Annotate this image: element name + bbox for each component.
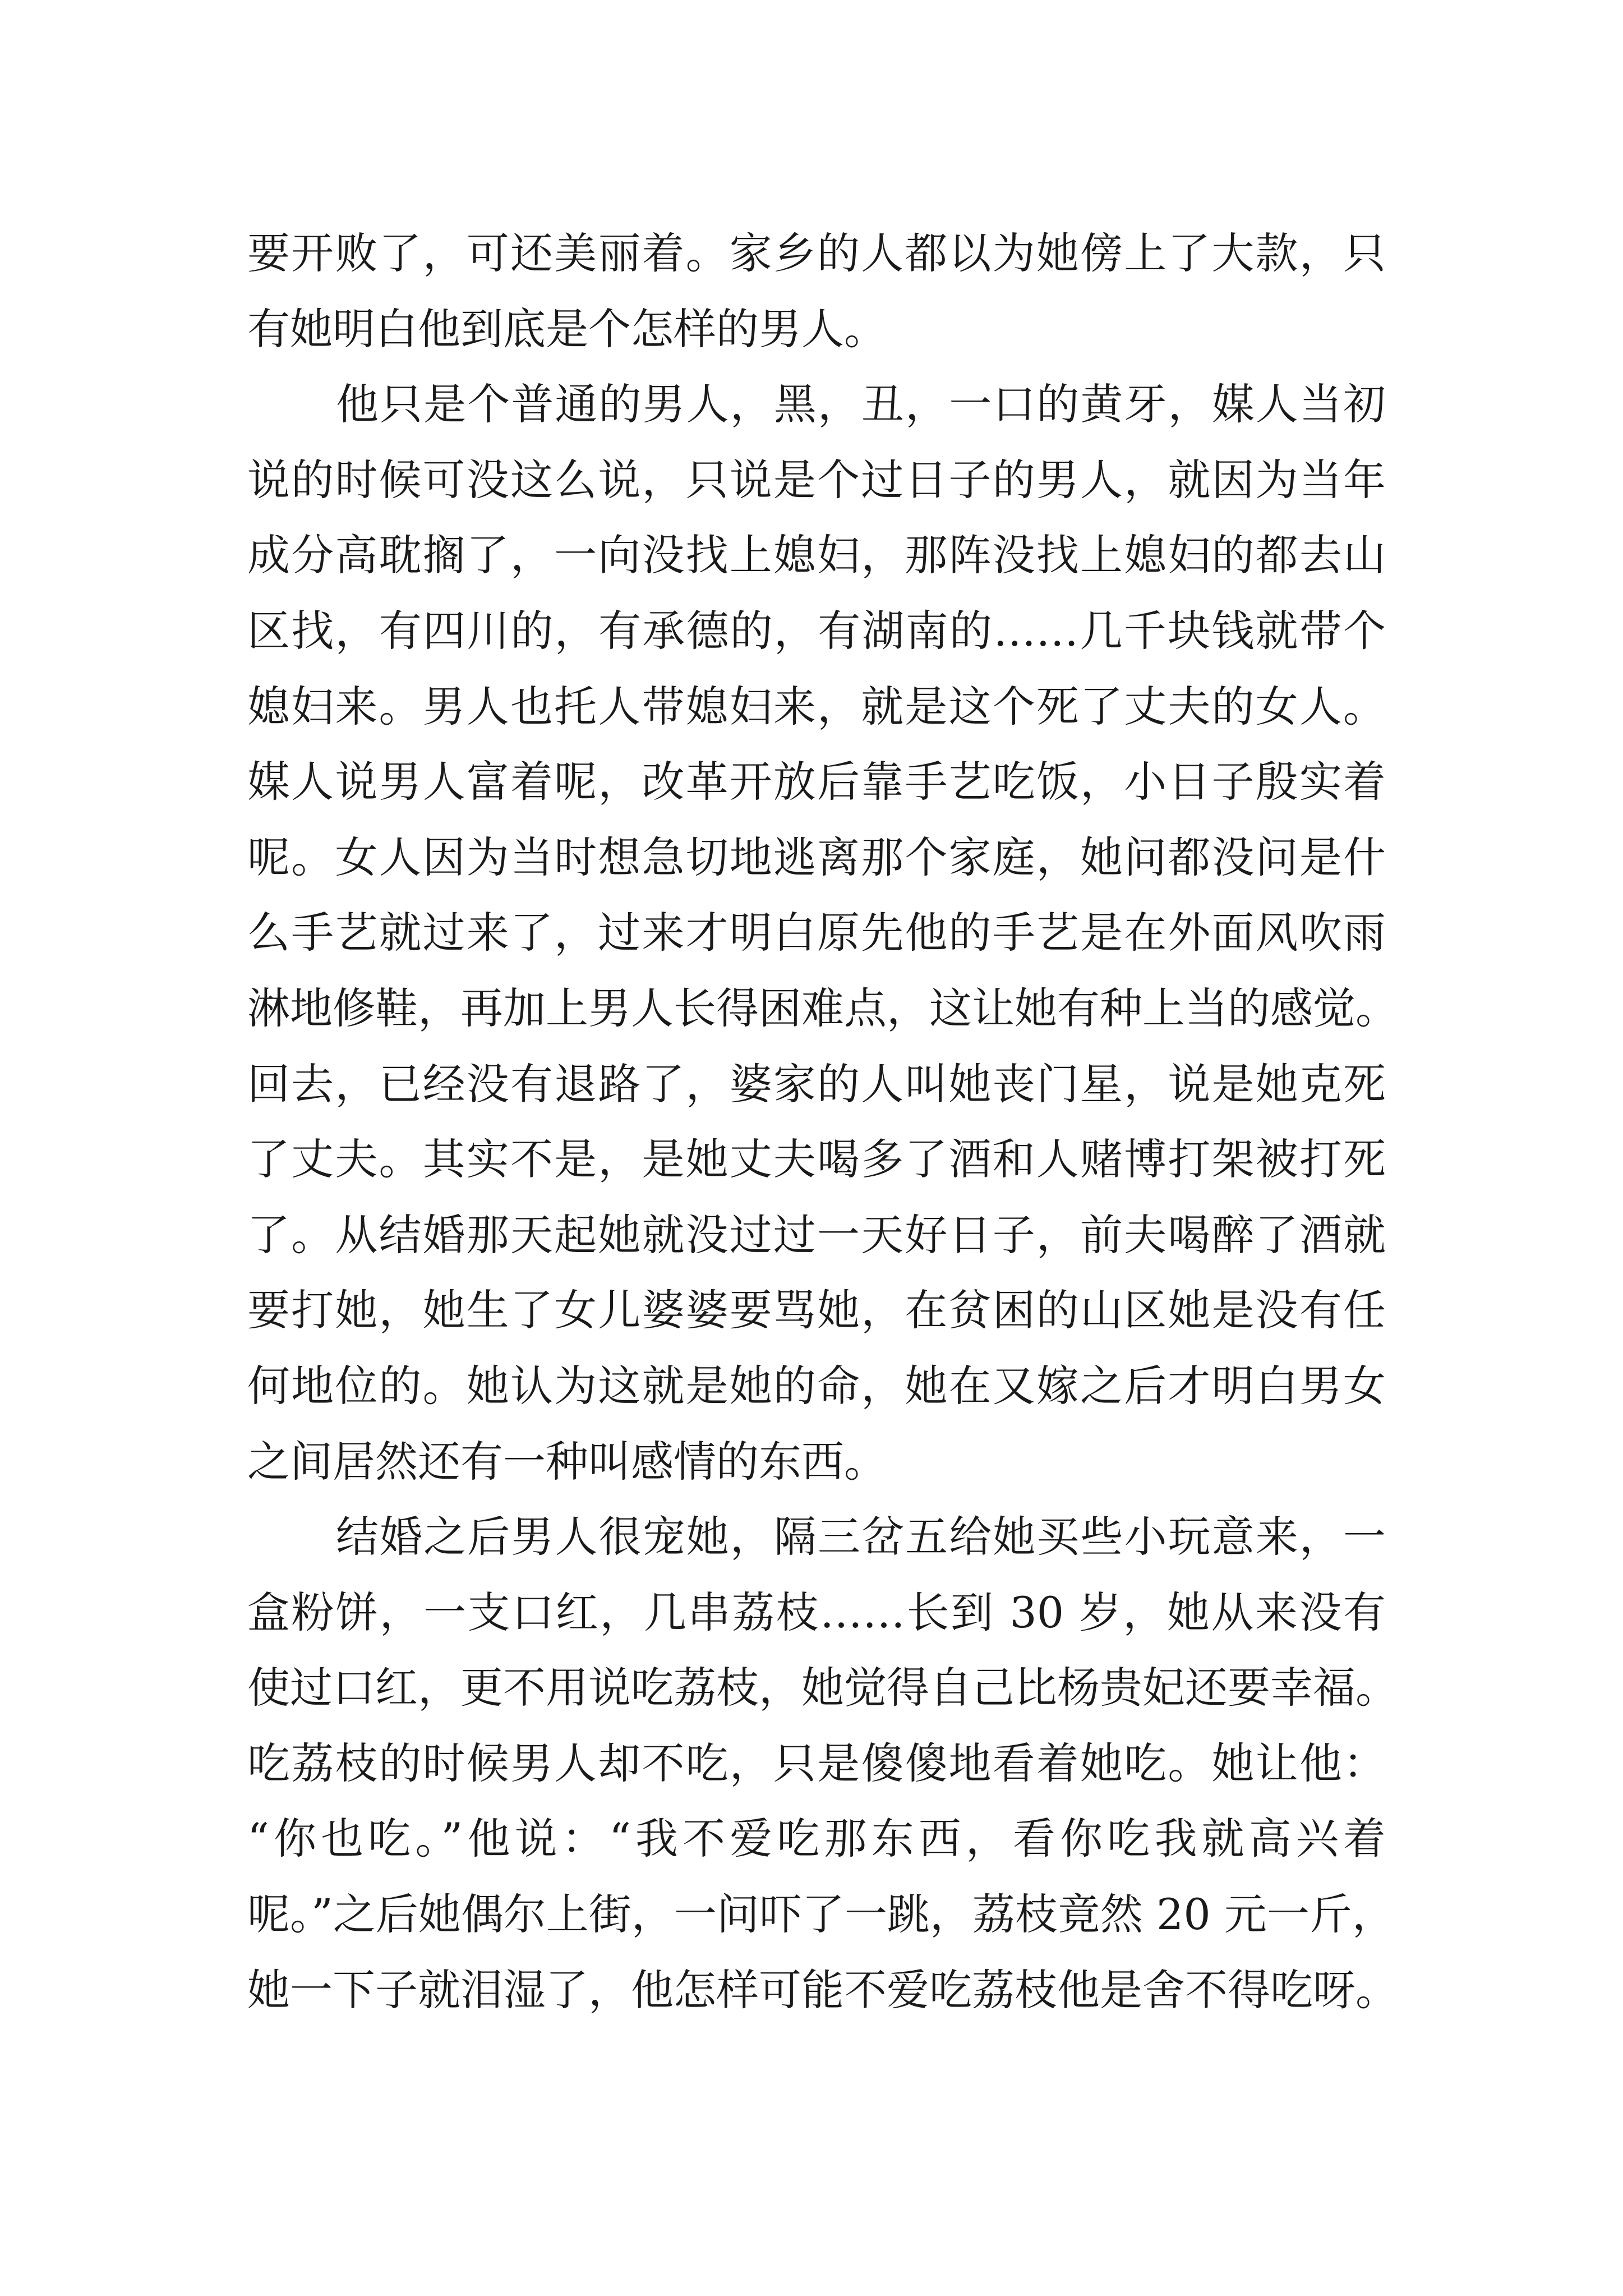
text-line: 要打她，她生了女儿婆婆要骂她，在贫困的山区她是没有任 — [247, 1285, 1386, 1336]
text-line: 他只是个普通的男人，黑，丑，一口的黄牙，媒人当初 — [336, 379, 1386, 430]
body-text — [247, 216, 1398, 2028]
text-line: 了丈夫。其实不是，是她丈夫喝多了酒和人赌博打架被打死 — [247, 1134, 1386, 1185]
text-line: 了。从结婚那天起她就没过过一天好日子，前夫喝醉了酒就 — [247, 1209, 1386, 1260]
paragraph-1 — [247, 216, 1386, 367]
text-line: “你也吃。”他说：“我不爱吃那东西，看你吃我就高兴着 — [247, 1814, 1386, 1864]
text-line: 要开败了，可还美丽着。家乡的人都以为她傍上了大款，只 — [247, 228, 1386, 278]
text-line: 呢。”之后她偶尔上街，一问吓了一跳，荔枝竟然 20 元一斤， — [247, 1889, 1395, 1940]
text-line: 么手艺就过来了，过来才明白原先他的手艺是在外面风吹雨 — [247, 908, 1386, 958]
text-line: 媳妇来。男人也托人带媳妇来，就是这个死了丈夫的女人。 — [247, 681, 1386, 731]
text-line: 呢。女人因为当时想急切地逃离那个家庭，她问都没问是什 — [247, 832, 1386, 882]
text-line: 盒粉饼，一支口红，几串荔枝……长到 30 岁，她从来没有 — [247, 1587, 1386, 1637]
paragraph-2 — [247, 367, 1398, 1499]
text-line: 结婚之后男人很宠她，隔三岔五给她买些小玩意来，一 — [336, 1512, 1386, 1562]
text-line: 淋地修鞋，再加上男人长得困难点，这让她有种上当的感觉。 — [247, 983, 1398, 1033]
text-line: 说的时候可没这么说，只说是个过日子的男人，就因为当年 — [247, 454, 1386, 505]
text-line: 吃荔枝的时候男人却不吃，只是傻傻地看着她吃。她让他： — [247, 1738, 1386, 1788]
text-line: 之间居然还有一种叫感情的东西。 — [247, 1436, 887, 1487]
text-line: 成分高耽搁了，一向没找上媳妇，那阵没找上媳妇的都去山 — [247, 530, 1386, 581]
paragraph-3 — [247, 1499, 1398, 2028]
text-line: 有她明白他到底是个怎样的男人。 — [247, 303, 887, 354]
text-line: 区找，有四川的，有承德的，有湖南的……几千块钱就带个 — [247, 605, 1386, 656]
text-line: 使过口红，更不用说吃荔枝，她觉得自己比杨贵妃还要幸福。 — [247, 1663, 1398, 1713]
text-line: 媒人说男人富着呢，改革开放后靠手艺吃饭，小日子殷实着 — [247, 757, 1386, 807]
text-line: 何地位的。她认为这就是她的命，她在又嫁之后才明白男女 — [247, 1360, 1386, 1411]
text-line: 回去，已经没有退路了，婆家的人叫她丧门星，说是她克死 — [247, 1059, 1386, 1109]
text-line: 她一下子就泪湿了，他怎样可能不爱吃荔枝他是舍不得吃呀。 — [247, 1964, 1398, 2015]
